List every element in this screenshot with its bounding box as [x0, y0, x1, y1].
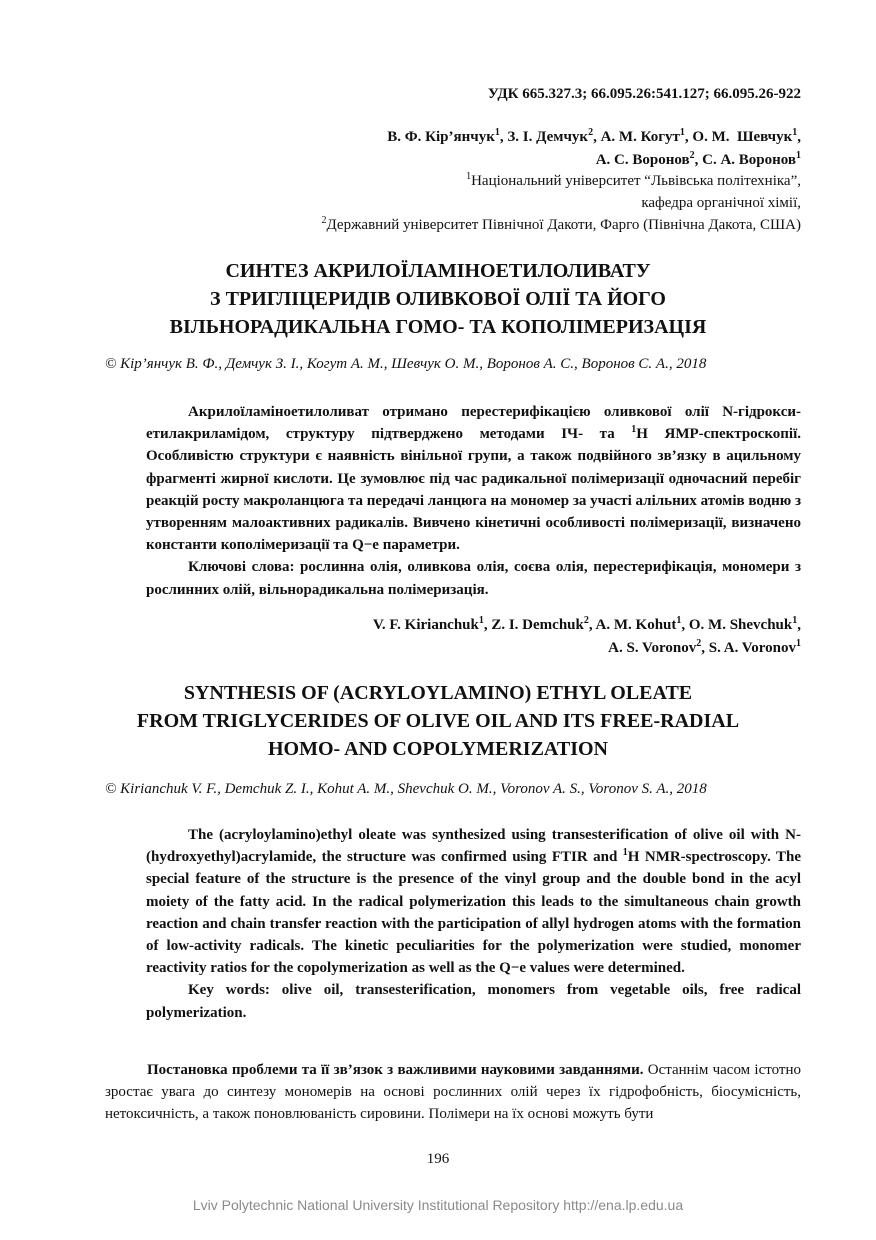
affiliations: [322, 170, 802, 236]
abstract-sup: 1: [631, 424, 637, 436]
page-number: 196: [426, 1151, 450, 1167]
author-sup: 1: [792, 615, 798, 626]
author-name: A. M. Kohut: [595, 617, 677, 633]
authors-en-line2: [373, 637, 801, 660]
affiliation-line: [322, 170, 802, 192]
author-name: С. А. Воронов: [702, 152, 796, 168]
author-sup: 2: [588, 127, 594, 138]
author-name: V. F. Kirianchuk: [372, 617, 479, 633]
abstract-paragraph: [146, 401, 801, 556]
author-sep: ,: [593, 129, 601, 145]
author-sup: 1: [796, 638, 801, 649]
title-line: SYNTHESIS OF (ACRYLOYLAMINO) ETHYL OLEATE: [183, 682, 693, 704]
keywords-en: Key words: olive oil, transesterification, monomers from vegetable oils, free radical polymerization.: [146, 982, 801, 1021]
copyright-en: © Kirianchuk V. F., Demchuk Z. I., Kohut A. M., Shevchuk O. M., Voronov A. S., Voronov S. A., 2018: [105, 781, 707, 797]
title-ua: [0, 257, 876, 341]
affiliation-line: [322, 192, 802, 214]
affiliation-sup: 1: [466, 171, 472, 182]
author-sep: ,: [797, 617, 801, 633]
author-sep: ,: [483, 617, 492, 633]
author-sup: 1: [679, 127, 685, 138]
intro-text: Останнім часом істотно зростає увага до синтезу мономерів на основі рослинних олій через їх гідрофобність, біосумісність, нетоксичність, а також поновлюваність сировини. Полімери на їх основі можуть бути: [105, 1062, 801, 1122]
affiliation-text: кафедра органічної хімії,: [641, 195, 801, 211]
author-sep: ,: [701, 640, 709, 656]
title-line: СИНТЕЗ АКРИЛОЇЛАМІНОЕТИЛОЛИВАТУ: [225, 260, 651, 282]
affiliation-sup: 2: [321, 215, 327, 226]
affiliation-line: [322, 214, 802, 236]
authors-ua-line1: [387, 126, 801, 149]
affiliation-text: Державний університет Північної Дакоти, Фарго (Північна Дакота, США): [326, 217, 801, 233]
keywords-ua: Ключові слова: рослинна олія, оливкова олія, соєва олія, перестерифікація, мономери з рослинних олій, вільнорадикальна полімеризація.: [146, 559, 801, 598]
abstract-paragraph: [146, 824, 801, 979]
author-name: Z. I. Demchuk: [491, 617, 584, 633]
authors-en: [373, 614, 801, 660]
abstract-text: H NMR-spectroscopy. The special feature of the structure is the presence of the vinyl group and the double bond in the acyl moiety of the fatty acid. In the radical polymerization this leads to the simultaneous chain growth reaction and chain transfer reaction with the participation of allyl hydrogen atoms with the formation of low-activity radicals. The kinetic peculiarities for the polymerization were studied, monomer reactivity ratios for the copolymerization as well as the Q−e values were determined.: [146, 849, 801, 977]
author-sup: 2: [689, 150, 695, 161]
author-name: A. S. Voronov: [608, 640, 697, 656]
author-name: S. A. Voronov: [708, 640, 796, 656]
author-name: А. С. Воронов: [595, 152, 690, 168]
copyright-ua: © Кір’янчук В. Ф., Демчук З. І., Когут А. М., Шевчук О. М., Воронов А. С., Воронов С. А., 2018: [105, 356, 707, 372]
abstract-text: The (acryloylamino)ethyl oleate was synthesized using transesterification of olive oil with N-(hydroxyethyl)acrylamide, the structure was confirmed using FTIR and: [146, 827, 801, 866]
section-heading: Постановка проблеми та її зв’язок з важливими науковими завданнями.: [147, 1062, 644, 1078]
authors-ua: [387, 126, 801, 172]
authors-en-line1: [373, 614, 801, 637]
repository-footer: Lviv Polytechnic National University Institutional Repository http://ena.lp.edu.ua: [192, 1197, 684, 1213]
author-sep: ,: [797, 129, 801, 145]
author-sep: ,: [694, 152, 703, 168]
title-line: FROM TRIGLYCERIDES OF OLIVE OIL AND ITS FREE-RADIAL: [136, 710, 740, 732]
abstract-en: [146, 824, 801, 1024]
affiliation-text: Національний університет “Львівська політехніка”,: [471, 173, 801, 189]
author-sup: 1: [494, 127, 500, 138]
title-line: HOMO- AND COPOLYMERIZATION: [267, 738, 609, 760]
udk-code: УДК 665.327.3; 66.095.26:541.127; 66.095.26-922: [487, 86, 801, 102]
authors-ua-line2: [387, 149, 801, 172]
title-line: З ТРИГЛІЦЕРИДІВ ОЛИВКОВОЇ ОЛІЇ ТА ЙОГО: [210, 288, 666, 310]
author-name: А. М. Когут: [600, 129, 680, 145]
author-name: O. M. Shevchuk: [688, 617, 793, 633]
author-sep: ,: [499, 129, 508, 145]
title-en: [0, 679, 876, 763]
author-name: З. І. Демчук: [507, 129, 589, 145]
author-name: О. М. Шевчук: [692, 129, 793, 145]
author-sep: ,: [681, 617, 689, 633]
abstract-text: Акрилоїламіноетилоливат отримано перестерифікацією оливкової олії N-гідроксиетилакриламідом, структуру підтверджено методами ІЧ- та: [146, 404, 801, 443]
author-sup: 2: [696, 638, 702, 649]
author-sup: 1: [478, 615, 484, 626]
author-sep: ,: [588, 617, 596, 633]
author-sup: 1: [676, 615, 682, 626]
author-sup: 2: [583, 615, 589, 626]
author-sup: 1: [792, 127, 798, 138]
intro-section: [105, 1059, 801, 1125]
abstract-ua: [146, 401, 801, 601]
title-line: ВІЛЬНОРАДИКАЛЬНА ГОМО- ТА КОПОЛІМЕРИЗАЦІЯ: [169, 316, 707, 338]
abstract-text: Н ЯМР-спектроскопії. Особливістю структури є наявність вінільної групи, а також подвійного зв’язку в ацильному фрагменті жирної кислоти. Це зумовлює під час радикальної полімеризації одночасний перебіг реакцій росту макроланцюга та передачі ланцюга на мономер за участі алільних атомів водню з утворенням малоактивних радикалів. Вивчено кінетичні особливості полімеризації, визначено константи кополімеризації та Q−е параметри.: [146, 426, 802, 554]
author-sep: ,: [684, 129, 693, 145]
abstract-sup: 1: [622, 847, 628, 859]
author-name: В. Ф. Кір’янчук: [387, 129, 495, 145]
intro-paragraph: [105, 1059, 801, 1125]
author-sup: 1: [796, 150, 801, 161]
